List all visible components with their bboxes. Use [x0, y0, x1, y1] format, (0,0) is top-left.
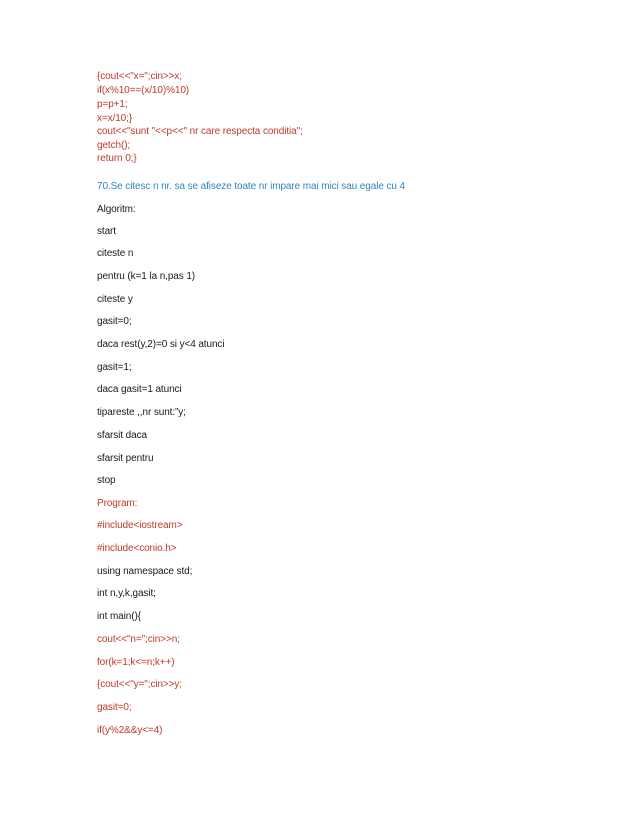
- code-line: x=x/10;}: [97, 113, 133, 124]
- code-line: cout<<"sunt "<<p<<" nr care respecta conditia";: [97, 126, 303, 137]
- code-line: return 0;}: [97, 153, 137, 164]
- algorithm-line: sfarsit pentru: [97, 453, 154, 464]
- algorithm-line: daca rest(y,2)=0 si y<4 atunci: [97, 339, 225, 350]
- algorithm-line: tipareste ,,nr sunt:”y;: [97, 407, 186, 418]
- algorithm-line: gasit=1;: [97, 362, 132, 373]
- algorithm-label: Algoritm:: [97, 204, 136, 215]
- code-line: if(x%10==(x/10)%10): [97, 85, 190, 96]
- algorithm-line: sfarsit daca: [97, 430, 147, 441]
- program-label: Program:: [97, 498, 138, 509]
- code-line: getch();: [97, 140, 131, 151]
- program-line: int n,y,k,gasit;: [97, 588, 156, 599]
- code-line: p=p+1;: [97, 99, 128, 110]
- problem-heading: 70.Se citesc n nr. sa se afiseze toate nr impare mai mici sau egale cu 4: [97, 181, 405, 192]
- algorithm-line: gasit=0;: [97, 316, 132, 327]
- algorithm-line: start: [97, 226, 116, 237]
- algorithm-line: stop: [97, 475, 116, 486]
- program-line: #include<conio.h>: [97, 543, 177, 554]
- algorithm-line: citeste y: [97, 294, 133, 305]
- program-line: cout<<"n=";cin>>n;: [97, 634, 180, 645]
- code-line: {cout<<"x=";cin>>x;: [97, 71, 182, 82]
- program-line: {cout<<"y=";cin>>y;: [97, 679, 182, 690]
- program-line: for(k=1;k<=n;k++): [97, 657, 175, 668]
- program-line: if(y%2&&y<=4): [97, 725, 163, 736]
- algorithm-line: pentru (k=1 la n,pas 1): [97, 271, 196, 282]
- algorithm-line: daca gasit=1 atunci: [97, 384, 182, 395]
- program-line: gasit=0;: [97, 702, 132, 713]
- program-line: #include<iostream>: [97, 520, 183, 531]
- program-line: int main(){: [97, 611, 141, 622]
- program-line: using namespace std;: [97, 566, 193, 577]
- algorithm-line: citeste n: [97, 248, 134, 259]
